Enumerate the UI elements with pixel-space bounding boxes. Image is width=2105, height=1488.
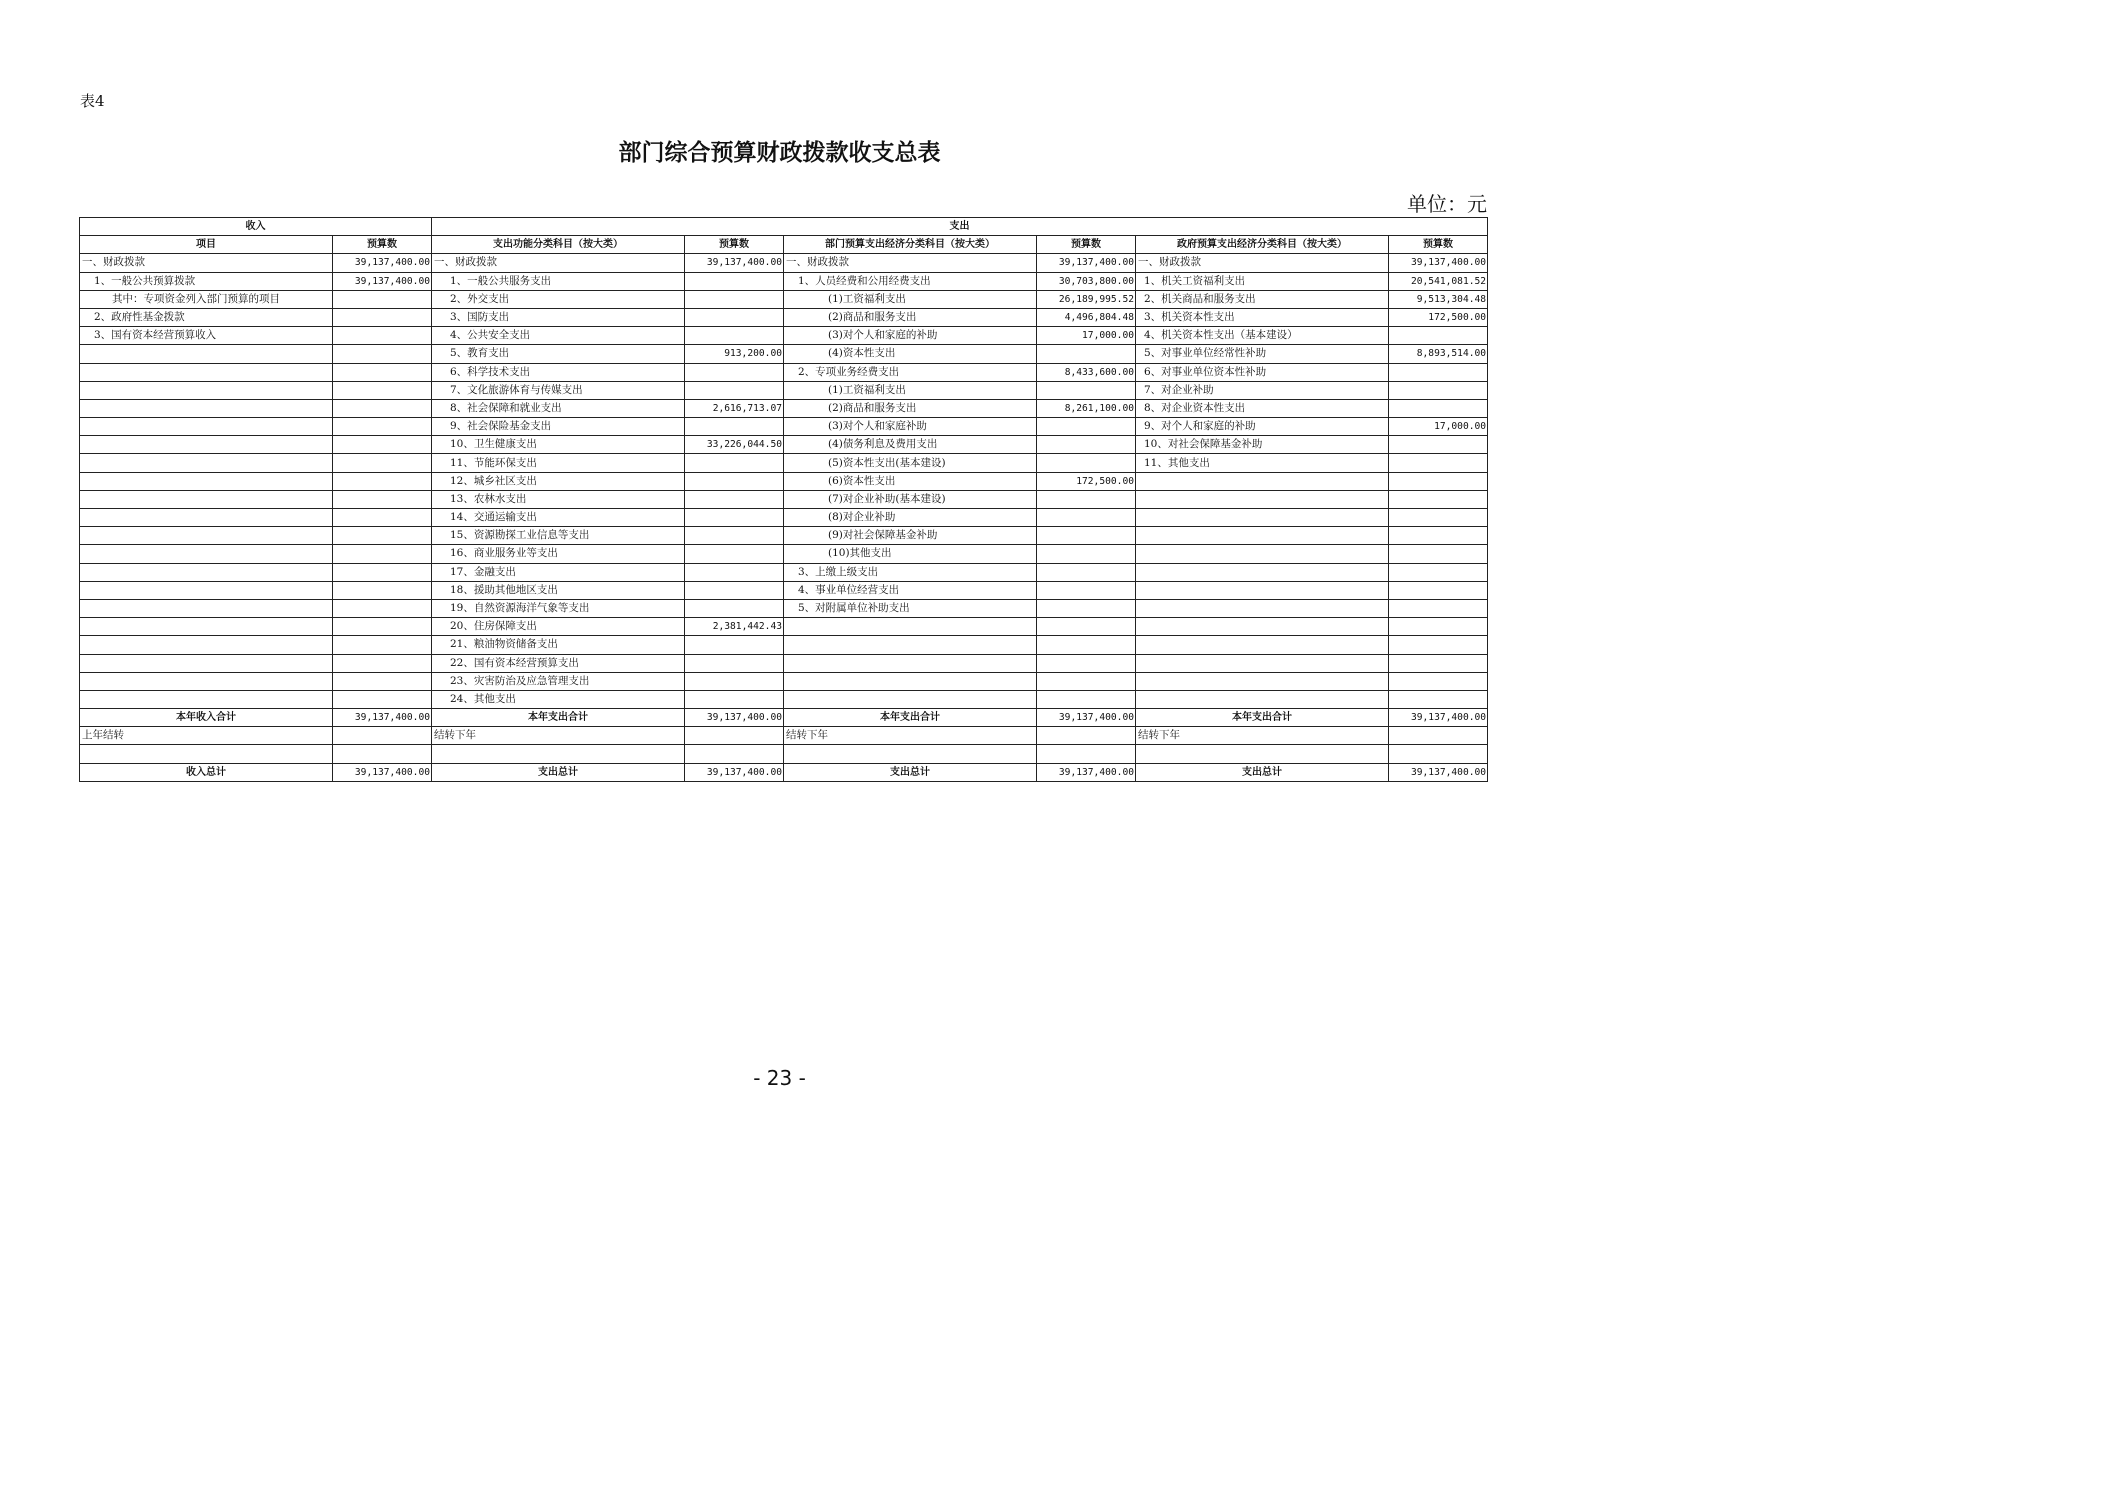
item-cell — [80, 599, 333, 617]
amount-cell — [685, 581, 784, 599]
item-cell: 21、粮油物资储备支出 — [432, 636, 685, 654]
amount-cell — [685, 727, 784, 745]
column-header: 预算数 — [333, 236, 432, 254]
item-cell: 结转下年 — [784, 727, 1037, 745]
amount-cell — [685, 363, 784, 381]
table-row — [80, 418, 1488, 436]
table-row — [80, 672, 1488, 690]
amount-cell: 39,137,400.00 — [1037, 254, 1136, 272]
item-cell: 4、事业单位经营支出 — [784, 581, 1037, 599]
item-cell: 22、国有资本经营预算支出 — [432, 654, 685, 672]
carry-over-row — [80, 727, 1488, 745]
item-cell: (5)资本性支出(基本建设) — [784, 454, 1037, 472]
table-row — [80, 527, 1488, 545]
item-cell: (7)对企业补助(基本建设) — [784, 490, 1037, 508]
amount-cell — [1037, 381, 1136, 399]
amount-cell — [333, 563, 432, 581]
item-cell: 4、公共安全支出 — [432, 327, 685, 345]
amount-cell: 9,513,304.48 — [1389, 290, 1488, 308]
item-cell: 11、其他支出 — [1136, 454, 1389, 472]
item-cell — [80, 745, 333, 763]
amount-cell — [1037, 563, 1136, 581]
item-cell: 4、机关资本性支出（基本建设） — [1136, 327, 1389, 345]
item-cell: 一、财政拨款 — [784, 254, 1037, 272]
amount-cell — [685, 745, 784, 763]
amount-cell — [333, 509, 432, 527]
amount-cell: 39,137,400.00 — [333, 763, 432, 781]
amount-cell — [1389, 654, 1488, 672]
amount-cell — [333, 327, 432, 345]
item-cell: 3、国有资本经营预算收入 — [80, 327, 333, 345]
amount-cell — [1389, 745, 1488, 763]
amount-cell — [1037, 599, 1136, 617]
amount-cell — [1037, 509, 1136, 527]
amount-cell: 33,226,044.50 — [685, 436, 784, 454]
item-cell — [1136, 654, 1389, 672]
item-cell: 7、对企业补助 — [1136, 381, 1389, 399]
item-cell — [80, 672, 333, 690]
amount-cell: 39,137,400.00 — [685, 254, 784, 272]
item-cell: 17、金融支出 — [432, 563, 685, 581]
amount-cell — [1389, 472, 1488, 490]
amount-cell — [685, 327, 784, 345]
amount-cell — [685, 545, 784, 563]
item-cell — [784, 672, 1037, 690]
item-cell — [1136, 563, 1389, 581]
amount-cell: 39,137,400.00 — [1389, 709, 1488, 727]
item-cell — [80, 454, 333, 472]
amount-cell: 172,500.00 — [1389, 308, 1488, 326]
item-cell: 一、财政拨款 — [1136, 254, 1389, 272]
amount-cell — [1389, 618, 1488, 636]
amount-cell — [1037, 527, 1136, 545]
amount-cell — [1037, 727, 1136, 745]
amount-cell — [1389, 363, 1488, 381]
table-row — [80, 545, 1488, 563]
item-cell: 5、对附属单位补助支出 — [784, 599, 1037, 617]
item-cell: (3)对个人和家庭的补助 — [784, 327, 1037, 345]
column-header: 支出功能分类科目（按大类） — [432, 236, 685, 254]
item-cell: 12、城乡社区支出 — [432, 472, 685, 490]
item-cell: (10)其他支出 — [784, 545, 1037, 563]
table-row — [80, 636, 1488, 654]
item-cell — [80, 345, 333, 363]
item-cell — [1136, 636, 1389, 654]
amount-cell: 8,433,600.00 — [1037, 363, 1136, 381]
amount-cell — [685, 490, 784, 508]
amount-cell — [685, 563, 784, 581]
item-cell — [1136, 472, 1389, 490]
amount-cell: 17,000.00 — [1037, 327, 1136, 345]
table-row — [80, 563, 1488, 581]
amount-cell — [1037, 418, 1136, 436]
amount-cell — [1037, 345, 1136, 363]
table-row — [80, 509, 1488, 527]
amount-cell: 39,137,400.00 — [685, 763, 784, 781]
item-cell: 3、上缴上级支出 — [784, 563, 1037, 581]
table-row — [80, 436, 1488, 454]
amount-cell: 17,000.00 — [1389, 418, 1488, 436]
amount-cell: 26,189,995.52 — [1037, 290, 1136, 308]
item-cell — [1136, 545, 1389, 563]
amount-cell — [1389, 490, 1488, 508]
item-cell — [80, 654, 333, 672]
item-cell: 24、其他支出 — [432, 690, 685, 708]
amount-cell — [333, 636, 432, 654]
item-cell: 一、财政拨款 — [432, 254, 685, 272]
amount-cell — [333, 618, 432, 636]
item-cell: 9、对个人和家庭的补助 — [1136, 418, 1389, 436]
amount-cell — [1037, 490, 1136, 508]
item-cell — [80, 581, 333, 599]
item-cell: 收入总计 — [80, 763, 333, 781]
amount-cell — [1037, 436, 1136, 454]
item-cell — [80, 381, 333, 399]
table-row — [80, 490, 1488, 508]
item-cell: 9、社会保险基金支出 — [432, 418, 685, 436]
amount-cell — [685, 308, 784, 326]
item-cell: (8)对企业补助 — [784, 509, 1037, 527]
item-cell: 20、住房保障支出 — [432, 618, 685, 636]
budget-table — [79, 217, 1488, 782]
item-cell: 3、国防支出 — [432, 308, 685, 326]
amount-cell — [685, 690, 784, 708]
item-cell: 7、文化旅游体育与传媒支出 — [432, 381, 685, 399]
amount-cell — [1389, 545, 1488, 563]
amount-cell: 172,500.00 — [1037, 472, 1136, 490]
item-cell: 支出总计 — [784, 763, 1037, 781]
amount-cell — [1389, 727, 1488, 745]
amount-cell: 2,616,713.07 — [685, 399, 784, 417]
item-cell: 19、自然资源海洋气象等支出 — [432, 599, 685, 617]
amount-cell — [333, 436, 432, 454]
item-cell: 1、一般公共预算拨款 — [80, 272, 333, 290]
amount-cell — [333, 745, 432, 763]
item-cell — [80, 545, 333, 563]
item-cell: 本年支出合计 — [432, 709, 685, 727]
unit-label: 单位：元 — [1407, 192, 1487, 216]
item-cell: 本年支出合计 — [784, 709, 1037, 727]
amount-cell — [1389, 563, 1488, 581]
amount-cell — [1389, 690, 1488, 708]
amount-cell — [1389, 672, 1488, 690]
table-row — [80, 272, 1488, 290]
column-header: 预算数 — [1389, 236, 1488, 254]
item-cell: 1、机关工资福利支出 — [1136, 272, 1389, 290]
item-cell — [80, 509, 333, 527]
item-cell — [1136, 618, 1389, 636]
page-number: - 23 - — [753, 1066, 806, 1090]
item-cell: 上年结转 — [80, 727, 333, 745]
amount-cell — [333, 454, 432, 472]
item-cell: 本年支出合计 — [1136, 709, 1389, 727]
amount-cell — [685, 636, 784, 654]
item-cell: 支出总计 — [1136, 763, 1389, 781]
item-cell — [784, 636, 1037, 654]
amount-cell — [685, 454, 784, 472]
amount-cell — [333, 581, 432, 599]
table-row — [80, 254, 1488, 272]
amount-cell — [1389, 527, 1488, 545]
amount-cell: 39,137,400.00 — [333, 272, 432, 290]
amount-cell — [1389, 454, 1488, 472]
amount-cell — [1037, 636, 1136, 654]
item-cell — [80, 690, 333, 708]
item-cell: (4)债务利息及费用支出 — [784, 436, 1037, 454]
item-cell: 5、教育支出 — [432, 345, 685, 363]
amount-cell — [685, 418, 784, 436]
item-cell: 一、财政拨款 — [80, 254, 333, 272]
table-row — [80, 363, 1488, 381]
expense-group-header: 支出 — [432, 218, 1488, 236]
page-title: 部门综合预算财政拨款收支总表 — [618, 140, 941, 166]
item-cell: 结转下年 — [1136, 727, 1389, 745]
amount-cell — [1389, 327, 1488, 345]
item-cell: 3、机关资本性支出 — [1136, 308, 1389, 326]
item-cell: 16、商业服务业等支出 — [432, 545, 685, 563]
item-cell: 8、对企业资本性支出 — [1136, 399, 1389, 417]
amount-cell: 913,200.00 — [685, 345, 784, 363]
table-row — [80, 618, 1488, 636]
item-cell — [1136, 527, 1389, 545]
item-cell — [80, 472, 333, 490]
table-row — [80, 345, 1488, 363]
amount-cell — [333, 345, 432, 363]
item-cell — [1136, 490, 1389, 508]
item-cell — [80, 527, 333, 545]
amount-cell — [1037, 745, 1136, 763]
amount-cell — [1389, 436, 1488, 454]
table-row — [80, 308, 1488, 326]
table-row — [80, 399, 1488, 417]
amount-cell: 39,137,400.00 — [685, 709, 784, 727]
column-header: 预算数 — [1037, 236, 1136, 254]
item-cell: 1、一般公共服务支出 — [432, 272, 685, 290]
amount-cell — [1389, 509, 1488, 527]
item-cell: (4)资本性支出 — [784, 345, 1037, 363]
item-cell: 本年收入合计 — [80, 709, 333, 727]
table-row — [80, 472, 1488, 490]
amount-cell — [685, 599, 784, 617]
item-cell — [80, 399, 333, 417]
amount-cell — [333, 472, 432, 490]
item-cell: 11、节能环保支出 — [432, 454, 685, 472]
amount-cell: 20,541,081.52 — [1389, 272, 1488, 290]
item-cell — [784, 654, 1037, 672]
amount-cell — [685, 509, 784, 527]
amount-cell — [685, 527, 784, 545]
amount-cell: 39,137,400.00 — [1389, 254, 1488, 272]
item-cell — [784, 690, 1037, 708]
item-cell — [80, 436, 333, 454]
amount-cell: 39,137,400.00 — [1389, 763, 1488, 781]
amount-cell — [685, 654, 784, 672]
item-cell — [1136, 509, 1389, 527]
amount-cell — [1037, 672, 1136, 690]
amount-cell — [333, 690, 432, 708]
amount-cell — [1037, 654, 1136, 672]
amount-cell — [333, 363, 432, 381]
item-cell: 13、农林水支出 — [432, 490, 685, 508]
table-row — [80, 599, 1488, 617]
amount-cell — [333, 654, 432, 672]
amount-cell — [685, 381, 784, 399]
item-cell — [80, 418, 333, 436]
amount-cell — [333, 599, 432, 617]
amount-cell — [333, 527, 432, 545]
amount-cell — [685, 472, 784, 490]
item-cell — [80, 363, 333, 381]
item-cell — [1136, 581, 1389, 599]
amount-cell — [1037, 618, 1136, 636]
item-cell — [784, 745, 1037, 763]
amount-cell — [1389, 599, 1488, 617]
amount-cell — [333, 727, 432, 745]
table-body — [80, 254, 1488, 781]
item-cell: (3)对个人和家庭补助 — [784, 418, 1037, 436]
amount-cell: 4,496,804.48 — [1037, 308, 1136, 326]
item-cell: 2、专项业务经费支出 — [784, 363, 1037, 381]
amount-cell — [685, 272, 784, 290]
amount-cell: 30,703,800.00 — [1037, 272, 1136, 290]
table-row — [80, 690, 1488, 708]
item-cell — [784, 618, 1037, 636]
amount-cell — [1037, 690, 1136, 708]
item-cell — [1136, 599, 1389, 617]
amount-cell — [333, 308, 432, 326]
amount-cell: 2,381,442.43 — [685, 618, 784, 636]
item-cell: 18、援助其他地区支出 — [432, 581, 685, 599]
item-cell: 2、外交支出 — [432, 290, 685, 308]
table-row — [80, 454, 1488, 472]
annual-total-row — [80, 709, 1488, 727]
item-cell — [1136, 672, 1389, 690]
income-group-header: 收入 — [80, 218, 432, 236]
item-cell: 2、机关商品和服务支出 — [1136, 290, 1389, 308]
column-header: 预算数 — [685, 236, 784, 254]
amount-cell — [333, 290, 432, 308]
item-cell: 1、人员经费和公用经费支出 — [784, 272, 1037, 290]
amount-cell: 39,137,400.00 — [1037, 763, 1136, 781]
item-cell: 6、对事业单位资本性补助 — [1136, 363, 1389, 381]
item-cell: (9)对社会保障基金补助 — [784, 527, 1037, 545]
item-cell — [80, 563, 333, 581]
item-cell: 8、社会保障和就业支出 — [432, 399, 685, 417]
amount-cell: 39,137,400.00 — [333, 709, 432, 727]
amount-cell — [1389, 636, 1488, 654]
item-cell: 支出总计 — [432, 763, 685, 781]
item-cell: 其中：专项资金列入部门预算的项目 — [80, 290, 333, 308]
item-cell: 6、科学技术支出 — [432, 363, 685, 381]
item-cell: (2)商品和服务支出 — [784, 399, 1037, 417]
item-cell: 10、对社会保障基金补助 — [1136, 436, 1389, 454]
item-cell: (2)商品和服务支出 — [784, 308, 1037, 326]
item-cell — [80, 618, 333, 636]
item-cell: 10、卫生健康支出 — [432, 436, 685, 454]
table-number: 表4 — [80, 92, 105, 110]
amount-cell — [685, 672, 784, 690]
column-header-row — [80, 236, 1488, 254]
item-cell: (1)工资福利支出 — [784, 290, 1037, 308]
amount-cell — [1389, 399, 1488, 417]
group-header-row — [80, 218, 1488, 236]
item-cell — [1136, 745, 1389, 763]
amount-cell: 8,893,514.00 — [1389, 345, 1488, 363]
amount-cell — [1037, 581, 1136, 599]
item-cell — [80, 636, 333, 654]
amount-cell: 39,137,400.00 — [333, 254, 432, 272]
amount-cell — [1389, 581, 1488, 599]
amount-cell — [333, 545, 432, 563]
amount-cell — [1037, 545, 1136, 563]
item-cell: (1)工资福利支出 — [784, 381, 1037, 399]
table-row — [80, 290, 1488, 308]
item-cell: 5、对事业单位经常性补助 — [1136, 345, 1389, 363]
table-row — [80, 327, 1488, 345]
item-cell — [80, 490, 333, 508]
amount-cell — [1037, 454, 1136, 472]
item-cell: 结转下年 — [432, 727, 685, 745]
amount-cell — [333, 399, 432, 417]
table-row — [80, 581, 1488, 599]
amount-cell — [333, 418, 432, 436]
item-cell: 23、灾害防治及应急管理支出 — [432, 672, 685, 690]
amount-cell — [333, 672, 432, 690]
column-header: 政府预算支出经济分类科目（按大类） — [1136, 236, 1389, 254]
column-header: 部门预算支出经济分类科目（按大类） — [784, 236, 1037, 254]
amount-cell — [1389, 381, 1488, 399]
item-cell: (6)资本性支出 — [784, 472, 1037, 490]
column-header: 项目 — [80, 236, 333, 254]
amount-cell — [333, 381, 432, 399]
amount-cell: 8,261,100.00 — [1037, 399, 1136, 417]
table-row — [80, 654, 1488, 672]
item-cell — [1136, 690, 1389, 708]
blank-row — [80, 745, 1488, 763]
amount-cell — [685, 290, 784, 308]
amount-cell: 39,137,400.00 — [1037, 709, 1136, 727]
grand-total-row — [80, 763, 1488, 781]
item-cell — [432, 745, 685, 763]
item-cell: 14、交通运输支出 — [432, 509, 685, 527]
item-cell: 2、政府性基金拨款 — [80, 308, 333, 326]
item-cell: 15、资源勘探工业信息等支出 — [432, 527, 685, 545]
amount-cell — [333, 490, 432, 508]
table-row — [80, 381, 1488, 399]
